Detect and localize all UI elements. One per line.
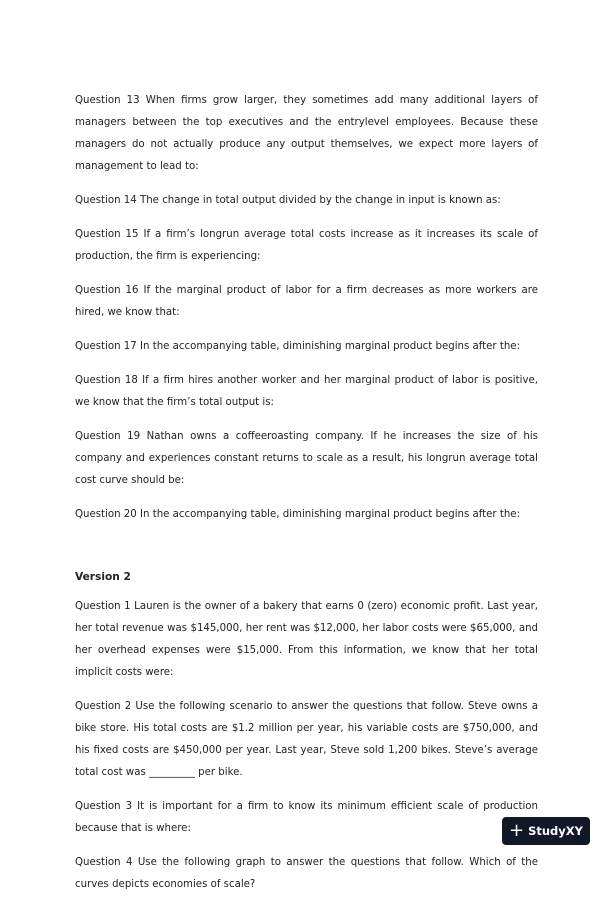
v2-question-3: Question 3 It is important for a firm to know its minimum efficient scale of production because that is where: — [75, 801, 538, 834]
document-body — [75, 90, 538, 908]
question-14: Question 14 The change in total output divided by the change in input is known as: — [75, 195, 501, 206]
question-19: Question 19 Nathan owns a coffeeroasting company. If he increases the size of his company and experiences constant returns to scale as a result, his longrun average total cost curve should be: — [75, 431, 538, 486]
studyxy-badge[interactable] — [502, 817, 590, 845]
question-15: Question 15 If a firm’s longrun average total costs increase as it increases its scale of production, the firm is experiencing: — [75, 229, 538, 262]
plus-icon: + — [509, 820, 525, 841]
badge-label: StudyXY — [528, 824, 583, 838]
question-17: Question 17 In the accompanying table, diminishing marginal product begins after the: — [75, 341, 521, 352]
v2-question-4: Question 4 Use the following graph to answer the questions that follow. Which of the curves depicts economies of scale? — [75, 857, 538, 890]
question-16: Question 16 If the marginal product of labor for a firm decreases as more workers are hired, we know that: — [75, 285, 538, 318]
question-20: Question 20 In the accompanying table, diminishing marginal product begins after the: — [75, 509, 521, 520]
v2-question-2: Question 2 Use the following scenario to answer the questions that follow. Steve owns a bike store. His total costs are $1.2 million per year, his variable costs are $750,000, and his fixed costs are $450,000 per year. Last year, Steve sold 1,200 bikes. Steve’s average total cost was _________ per bike. — [75, 701, 538, 778]
v2-question-1: Question 1 Lauren is the owner of a bakery that earns 0 (zero) economic profit. Last year, her total revenue was $145,000, her rent was $12,000, her labor costs were $65,000, and her overhead expenses were $15,000. From this information, we know that her total implicit costs were: — [75, 601, 538, 678]
question-13: Question 13 When firms grow larger, they sometimes add many additional layers of managers between the top executives and the entrylevel employees. Because these managers do not actually produce any output themselves, we expect more layers of management to lead to: — [75, 95, 538, 172]
section-heading-version-2: Version 2 — [75, 571, 131, 583]
question-18: Question 18 If a firm hires another worker and her marginal product of labor is positive, we know that the firm’s total output is: — [75, 375, 538, 408]
